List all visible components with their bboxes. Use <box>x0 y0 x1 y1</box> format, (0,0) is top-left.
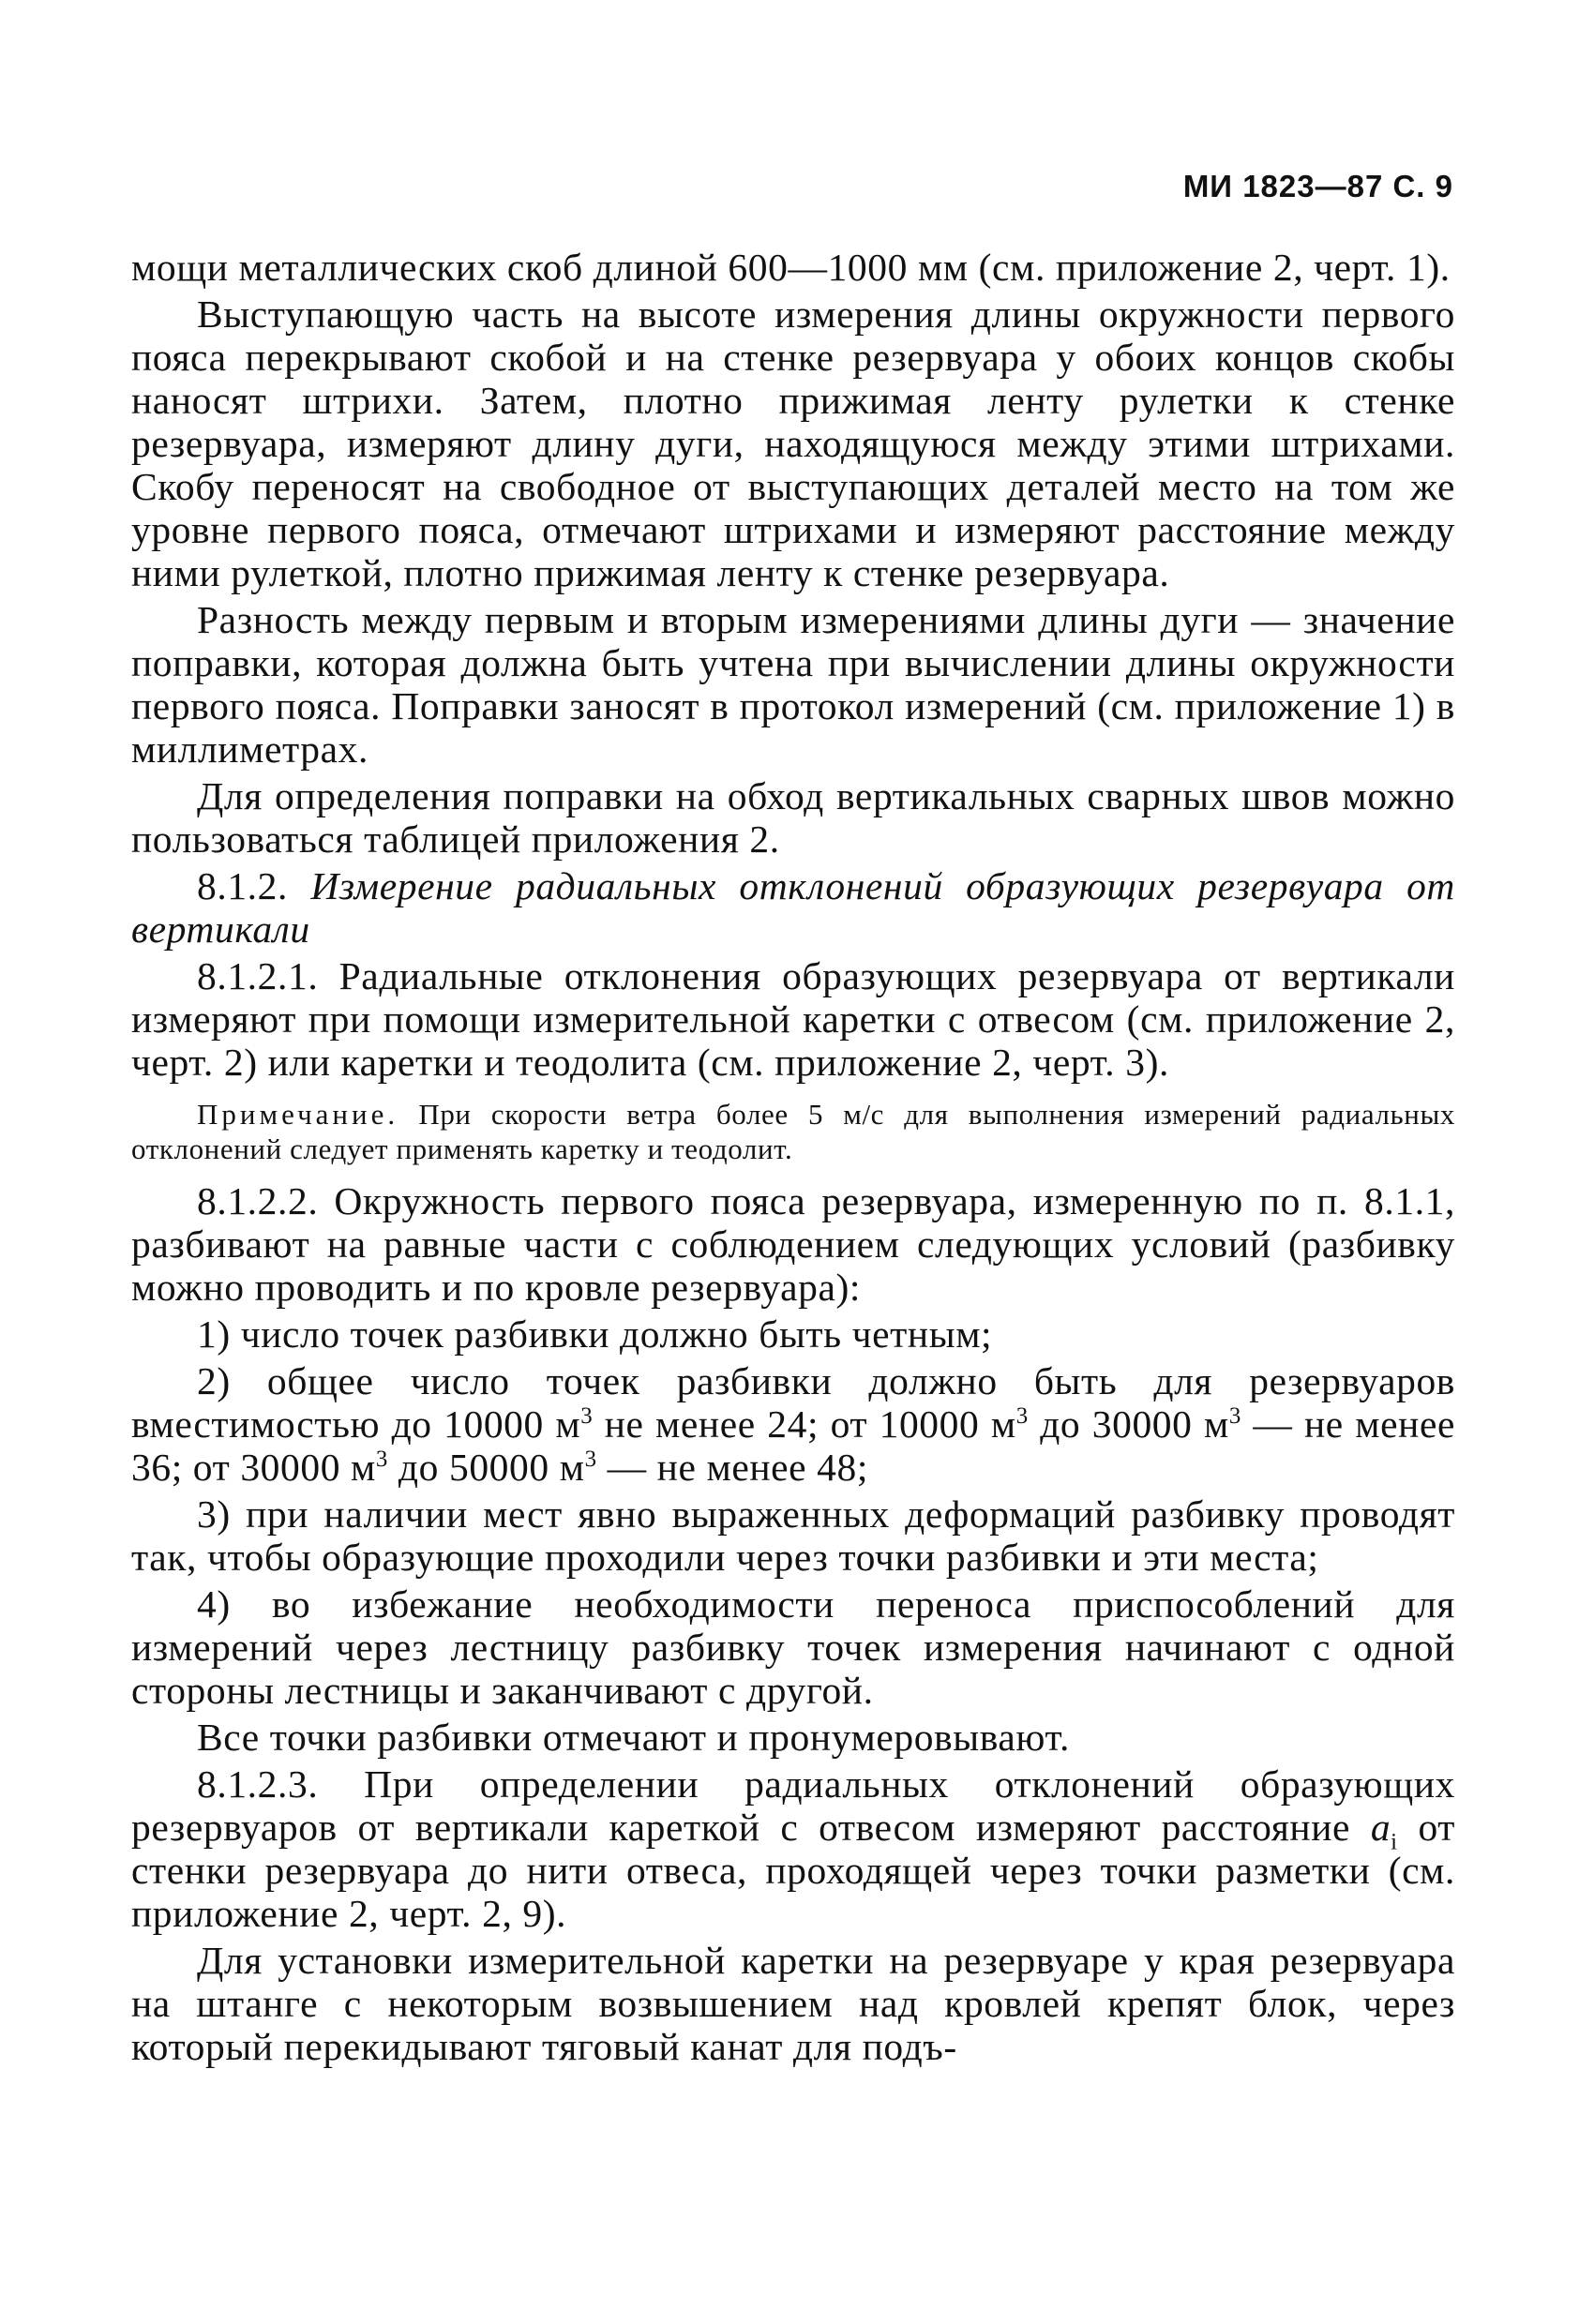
condition-item-3: 3) при наличии мест явно выраженных деформаций разбивку проводят так, чтобы образующие проходили через точки разбивки и эти места; <box>131 1492 1455 1579</box>
section-title: Измерение радиальных отклонений образующих резервуара от вертикали <box>131 864 1455 951</box>
paragraph-text: от стенки резервуара до нити отвеса, проходящей через точки разметки (см. приложение 2, черт. 2, 9). <box>131 1806 1455 1935</box>
section-number: 8.1.2. <box>197 864 288 907</box>
superscript: 3 <box>1015 1403 1029 1430</box>
paragraph-numbering: Все точки разбивки отмечают и пронумеровывают. <box>197 1716 1071 1759</box>
superscript: 3 <box>580 1403 594 1430</box>
condition-2-text: — не менее 36; от 30000 м <box>131 1402 1456 1489</box>
section-heading-8-1-2 <box>131 864 1455 951</box>
paragraph-weld-correction: Для определения поправки на обход вертикальных сварных швов можно пользоваться таблицей приложения 2. <box>131 774 1455 861</box>
paragraph-carriage-installation: Для установки измерительной каретки на резервуаре у края резервуара на штанге с некоторым возвышением над кровлей крепят блок, через который перекидывают тяговый канат для подъ- <box>131 1939 1455 2068</box>
note-text: При скорости ветра более 5 м/с для выполнения измерений радиальных отклонений следует применять каретку и теодолит. <box>131 1098 1455 1165</box>
paragraph-8-1-2-3 <box>131 1762 1455 1935</box>
superscript: 3 <box>584 1447 597 1473</box>
variable: a <box>1370 1806 1391 1849</box>
paragraph-correction-value: Разность между первым и вторым измерениями длины дуги — значение поправки, которая должна быть учтена при вычислении длины окружности первого пояса. Поправки заносят в протокол измерений (см. приложение 1) в миллиметрах. <box>131 598 1455 771</box>
condition-2-text: 2) общее число точек разбивки должно быть для резервуаров вместимостью до 10000 м <box>131 1359 1455 1446</box>
paragraph-text: 8.1.2.3. При определении радиальных отклонений образующих резервуаров от вертикали кареткой с отвесом измеряют расстояние <box>131 1762 1455 1849</box>
note <box>131 1097 1455 1166</box>
document-body <box>131 246 1455 2072</box>
subscript: i <box>1391 1829 1398 1855</box>
condition-item-1: 1) число точек разбивки должно быть четным; <box>197 1312 993 1356</box>
paragraph-bracket-procedure: Выступающую часть на высоте измерения длины окружности первого пояса перекрывают скобой и на стенке резервуара у обоих концов скобы наносят штрихи. Затем, плотно прижимая ленту рулетки к стенке резервуара, измеряют длину дуги, находящуюся между этими штрихами. Скобу переносят на свободное от выступающих деталей место на том же уровне первого пояса, отмечают штрихами и измеряют расстояние между ними рулеткой, плотно прижимая ленту к стенке резервуара. <box>131 292 1455 594</box>
condition-item-4: 4) во избежание необходимости переноса приспособлений для измерений через лестницу разбивку точек измерения начинают с одной стороны лестницы и заканчивают с другой. <box>131 1582 1455 1712</box>
paragraph-8-1-2-1: 8.1.2.1. Радиальные отклонения образующих резервуара от вертикали измеряют при помощи измерительной каретки с отвесом (см. приложение 2, черт. 2) или каретки и теодолита (см. приложение 2, черт. 3). <box>131 954 1455 1084</box>
superscript: 3 <box>375 1447 388 1473</box>
condition-2-text: не менее 24; от 10000 м <box>593 1402 1016 1446</box>
paragraph-continuation: мощи металлических скоб длиной 600—1000 мм (см. приложение 2, черт. 1). <box>131 246 1451 289</box>
condition-2-text: до 50000 м <box>387 1446 585 1489</box>
superscript: 3 <box>1228 1403 1241 1430</box>
running-head: МИ 1823—87 С. 9 <box>1182 169 1453 203</box>
paragraph-8-1-2-2: 8.1.2.2. Окружность первого пояса резервуара, измеренную по п. 8.1.1, разбивают на равные части с соблюдением следующих условий (разбивку можно проводить и по кровле резервуара): <box>131 1179 1455 1309</box>
condition-2-text: до 30000 м <box>1028 1402 1229 1446</box>
condition-2-text: — не менее 48; <box>596 1446 868 1489</box>
condition-item-2 <box>131 1359 1455 1489</box>
note-label: Примечание. <box>197 1098 399 1131</box>
